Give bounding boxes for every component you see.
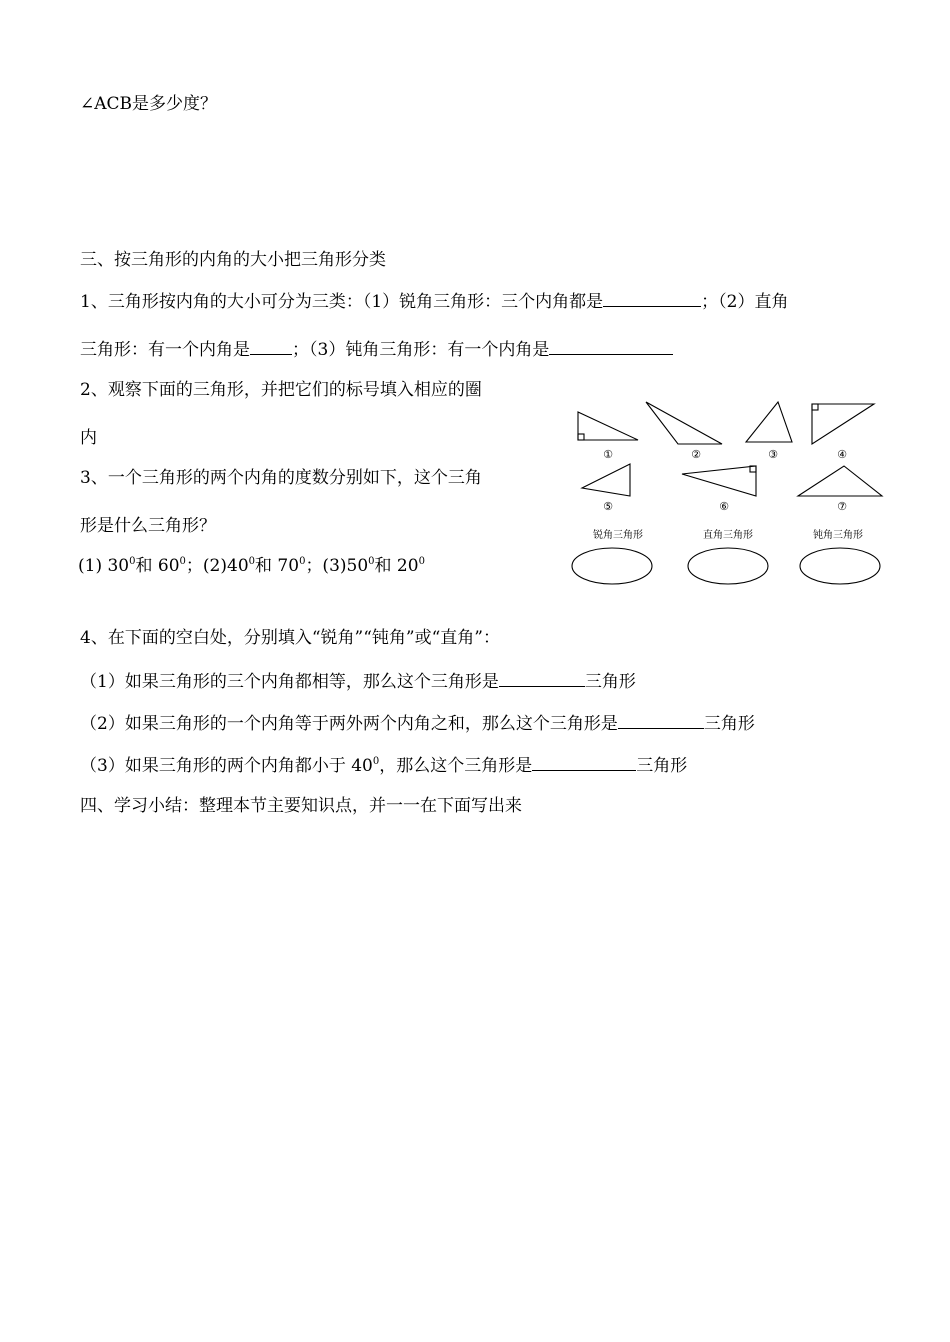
angle-text: (1) 30 (78, 556, 130, 576)
degree-mark: 0 (372, 756, 380, 767)
question-4-2-suffix: 三角形 (703, 714, 755, 734)
triangle-label-7: ⑦ (837, 500, 847, 513)
category-label-right: 直角三角形 (703, 530, 753, 541)
category-label-acute: 锐角三角形 (593, 530, 643, 541)
question-4-item-2 (80, 710, 755, 736)
answer-blank-acute[interactable] (603, 288, 701, 307)
question-4-1-text: （1）如果三角形的三个内角都相等，那么这个三角形是 (80, 672, 499, 692)
triangle-label-4: ④ (837, 448, 847, 461)
answer-blank-right[interactable] (250, 336, 292, 355)
question-3-line-2: 形是什么三角形？ (80, 516, 216, 536)
angle-text: ；(3)50 (305, 556, 369, 576)
question-4-3-suffix: 三角形 (636, 756, 688, 776)
question-1-text-b: ；（2）直角 (701, 292, 789, 312)
degree-mark: 0 (299, 556, 306, 567)
question-1-line-2 (80, 336, 673, 362)
question-2-line-2: 内 (80, 428, 97, 448)
answer-blank-4-3[interactable] (532, 752, 636, 771)
question-4-3-text-b: ，那么这个三角形是 (379, 756, 533, 776)
triangle-3 (746, 402, 792, 442)
degree-mark: 0 (129, 556, 136, 567)
right-angle-mark (812, 404, 818, 410)
section3-title: 三、按三角形的内角的大小把三角形分类 (80, 250, 386, 270)
question-1-line-1 (80, 288, 788, 314)
triangle-5 (582, 464, 630, 496)
question-4-3-text: （3）如果三角形的两个内角都小于 40 (80, 756, 373, 776)
degree-mark: 0 (418, 556, 425, 567)
right-angle-mark (578, 434, 584, 440)
triangle-label-6: ⑥ (719, 500, 729, 513)
triangle-label-2: ② (691, 448, 701, 461)
answer-blank-4-1[interactable] (499, 668, 585, 687)
answer-circle-obtuse[interactable] (800, 548, 880, 584)
section4-title: 四、学习小结：整理本节主要知识点，并一一在下面写出来 (80, 796, 522, 816)
question-1-text-d: ；（3）钝角三角形：有一个内角是 (292, 340, 550, 360)
triangle-label-5: ⑤ (603, 500, 613, 513)
question-4-title: 4、在下面的空白处，分别填入“锐角”“钝角”或“直角”： (80, 628, 500, 648)
triangle-4 (812, 404, 874, 444)
angle-text: 和 70 (255, 556, 300, 576)
angle-text: ；(2)40 (185, 556, 249, 576)
triangle-classification-figure (566, 392, 890, 592)
question-4-item-3 (80, 752, 687, 778)
category-label-obtuse: 钝角三角形 (813, 530, 863, 541)
question-4-2-text: （2）如果三角形的一个内角等于两外两个内角之和，那么这个三角形是 (80, 714, 618, 734)
triangle-2 (646, 402, 722, 444)
question-1-text-a: 1、三角形按内角的大小可分为三类：（1）锐角三角形：三个内角都是 (80, 292, 604, 312)
triangle-7 (798, 466, 882, 496)
degree-mark: 0 (179, 556, 186, 567)
question-4-item-1 (80, 668, 636, 694)
triangle-6 (682, 466, 756, 496)
question-3-line-1: 3、一个三角形的两个内角的度数分别如下，这个三角 (80, 468, 482, 488)
question-4-1-suffix: 三角形 (584, 672, 636, 692)
triangle-label-1: ① (603, 448, 613, 461)
answer-blank-obtuse[interactable] (549, 336, 673, 355)
triangle-1 (578, 412, 638, 440)
answer-blank-4-2[interactable] (618, 710, 704, 729)
angle-text: 和 20 (374, 556, 419, 576)
question-2-line-1: 2、观察下面的三角形，并把它们的标号填入相应的圈 (80, 380, 482, 400)
question-1-text-c: 三角形：有一个内角是 (80, 340, 250, 360)
answer-circle-acute[interactable] (572, 548, 652, 584)
triangle-label-3: ③ (768, 448, 778, 461)
acb-question: ∠ACB是多少度？ (80, 94, 218, 114)
angle-text: 和 60 (135, 556, 180, 576)
degree-mark: 0 (368, 556, 375, 567)
question-3-angles (78, 554, 425, 578)
answer-circle-right[interactable] (688, 548, 768, 584)
degree-mark: 0 (248, 556, 256, 567)
